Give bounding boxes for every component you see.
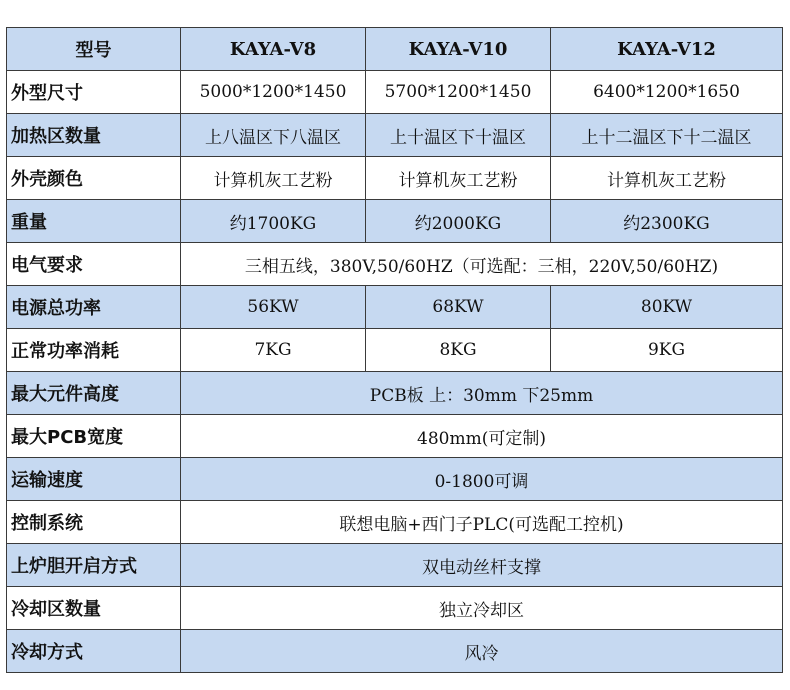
row-label: 上炉胆开启方式	[7, 544, 181, 587]
merged-value: 风冷	[181, 630, 783, 673]
table-row	[7, 286, 783, 329]
row-label: 重量	[7, 200, 181, 243]
merged-value: 三相五线，380V,50/60HZ（可选配：三相，220V,50/60HZ)	[181, 243, 783, 286]
cell-value: 6400*1200*1650	[551, 71, 783, 114]
cell-value: 56KW	[181, 286, 366, 329]
cell-value: 上十二温区下十二温区	[551, 114, 783, 157]
row-label: 电源总功率	[7, 286, 181, 329]
table-row	[7, 114, 783, 157]
cell-value: 计算机灰工艺粉	[181, 157, 366, 200]
cell-value: 8KG	[366, 329, 551, 372]
row-label: 冷却方式	[7, 630, 181, 673]
row-label: 加热区数量	[7, 114, 181, 157]
merged-value: 独立冷却区	[181, 587, 783, 630]
cell-value: 68KW	[366, 286, 551, 329]
cell-value: 约2300KG	[551, 200, 783, 243]
table-row	[7, 71, 783, 114]
row-label: 控制系统	[7, 501, 181, 544]
merged-value: 0-1800可调	[181, 458, 783, 501]
cell-value: 5000*1200*1450	[181, 71, 366, 114]
header-label: 型号	[7, 28, 181, 71]
spec-table	[6, 27, 783, 673]
cell-value: 约1700KG	[181, 200, 366, 243]
cell-value: 上八温区下八温区	[181, 114, 366, 157]
row-label: 冷却区数量	[7, 587, 181, 630]
table-row	[7, 415, 783, 458]
cell-value: 约2000KG	[366, 200, 551, 243]
table-row	[7, 243, 783, 286]
row-label: 最大PCB宽度	[7, 415, 181, 458]
cell-value: 计算机灰工艺粉	[366, 157, 551, 200]
table-row	[7, 329, 783, 372]
merged-value: 480mm(可定制)	[181, 415, 783, 458]
model-v12: KAYA-V12	[551, 28, 783, 71]
table-row	[7, 587, 783, 630]
merged-value: PCB板 上：30mm 下25mm	[181, 372, 783, 415]
cell-value: 计算机灰工艺粉	[551, 157, 783, 200]
table-row	[7, 630, 783, 673]
model-v8: KAYA-V8	[181, 28, 366, 71]
merged-value: 双电动丝杆支撑	[181, 544, 783, 587]
row-label: 运输速度	[7, 458, 181, 501]
row-label: 正常功率消耗	[7, 329, 181, 372]
cell-value: 5700*1200*1450	[366, 71, 551, 114]
cell-value: 上十温区下十温区	[366, 114, 551, 157]
merged-value: 联想电脑+西门子PLC(可选配工控机)	[181, 501, 783, 544]
table-row	[7, 501, 783, 544]
header-row	[7, 28, 783, 71]
row-label: 外型尺寸	[7, 71, 181, 114]
cell-value: 9KG	[551, 329, 783, 372]
row-label: 最大元件高度	[7, 372, 181, 415]
table-row	[7, 157, 783, 200]
table-row	[7, 372, 783, 415]
row-label: 电气要求	[7, 243, 181, 286]
cell-value: 80KW	[551, 286, 783, 329]
table-row	[7, 458, 783, 501]
model-v10: KAYA-V10	[366, 28, 551, 71]
table-row	[7, 200, 783, 243]
row-label: 外壳颜色	[7, 157, 181, 200]
cell-value: 7KG	[181, 329, 366, 372]
table-row	[7, 544, 783, 587]
